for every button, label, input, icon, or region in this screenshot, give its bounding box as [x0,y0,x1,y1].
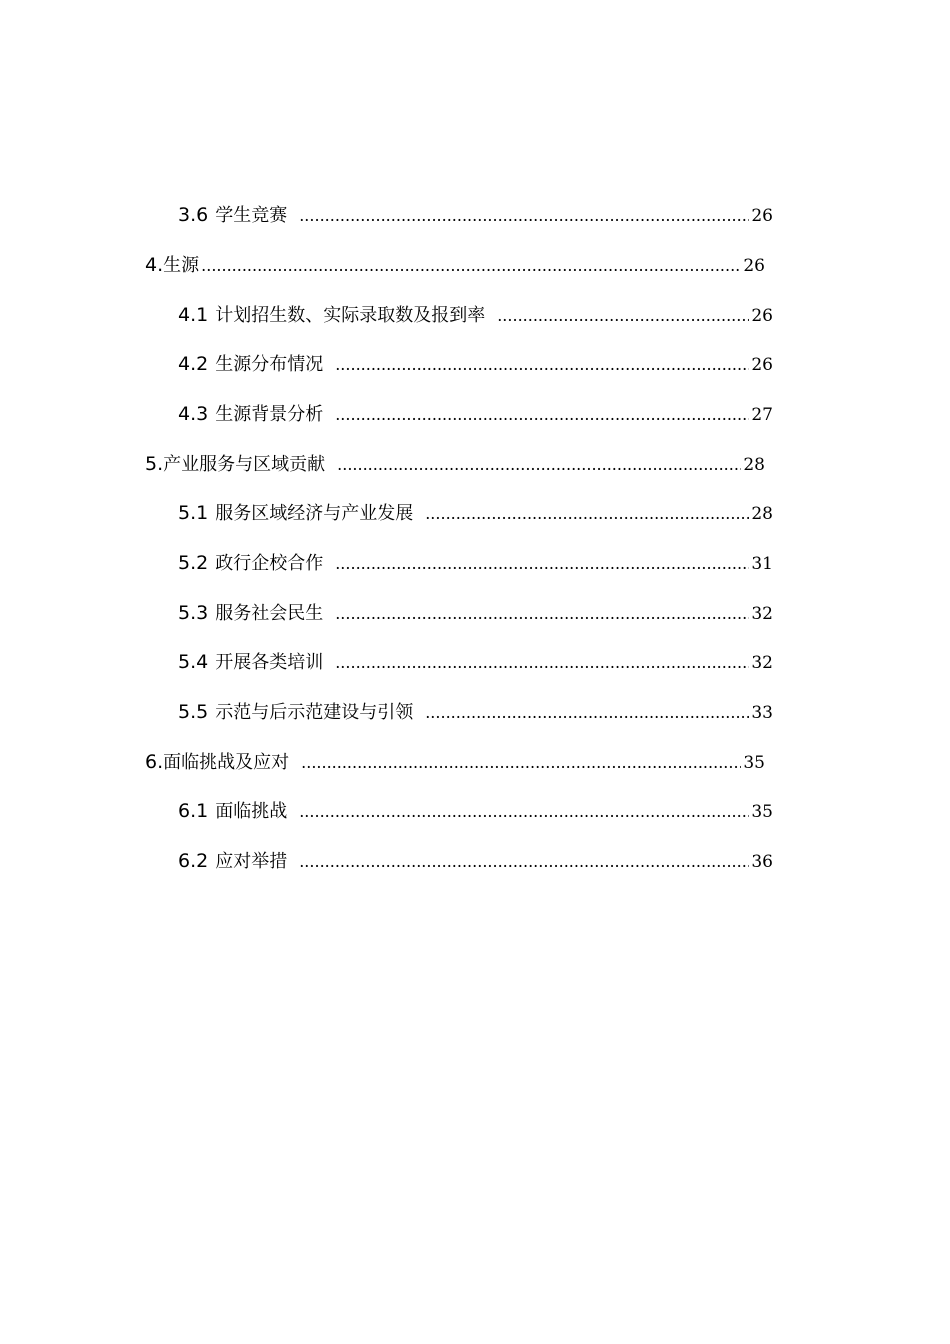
toc-entry-number: 4.2 [178,353,209,375]
toc-dot-leader [299,797,749,827]
toc-entry-number: 6. [145,751,164,773]
toc-dot-leader [335,648,749,678]
toc-entry-4-3[interactable] [178,399,773,429]
toc-entry-number: 5.2 [178,552,209,574]
toc-entry-title: 服务社会民生 [215,603,324,624]
toc-entry-6-1[interactable] [178,796,773,826]
toc-dot-leader [497,301,749,331]
toc-entry-page: 36 [751,852,773,872]
toc-entry-4[interactable] [145,250,765,280]
toc-entry-title: 计划招生数、实际录取数及报到率 [215,305,486,326]
toc-entry-4-1[interactable] [178,300,773,330]
toc-dot-leader [337,450,741,480]
toc-entry-6[interactable] [145,747,765,777]
toc-entry-title: 生源 [163,255,200,276]
toc-entry-page: 32 [751,604,773,624]
toc-entry-5-4[interactable] [178,647,773,677]
toc-entry-number: 4.1 [178,304,209,326]
toc-entry-title: 服务区域经济与产业发展 [215,503,414,524]
toc-dot-leader [335,400,749,430]
toc-dot-leader [335,549,749,579]
toc-entry-4-2[interactable] [178,349,773,379]
toc-entry-6-2[interactable] [178,846,773,876]
toc-entry-number: 5.3 [178,602,209,624]
toc-entry-title: 开展各类培训 [215,652,324,673]
toc-entry-page: 28 [743,455,765,475]
toc-entry-title: 示范与后示范建设与引领 [215,702,414,723]
toc-dot-leader [425,499,749,529]
toc-entry-title: 面临挑战及应对 [163,752,290,773]
toc-entry-page: 33 [751,703,773,723]
toc-dot-leader [201,251,741,281]
toc-entry-number: 5.1 [178,502,209,524]
toc-entry-page: 32 [751,653,773,673]
toc-entry-5-2[interactable] [178,548,773,578]
toc-entry-5-1[interactable] [178,498,773,528]
toc-entry-5-5[interactable] [178,697,773,727]
toc-entry-page: 35 [751,802,773,822]
toc-entry-page: 27 [751,405,773,425]
toc-entry-title: 生源背景分析 [215,404,324,425]
toc-entry-title: 生源分布情况 [215,354,324,375]
toc-entry-title: 产业服务与区域贡献 [163,454,326,475]
toc-entry-5[interactable] [145,449,765,479]
toc-entry-page: 28 [751,504,773,524]
toc-entry-title: 面临挑战 [215,801,288,822]
toc-entry-page: 26 [751,306,773,326]
toc-entry-title: 政行企校合作 [215,553,324,574]
toc-entry-page: 26 [751,206,773,226]
toc-entry-page: 35 [743,753,765,773]
toc-entry-number: 5.5 [178,701,209,723]
toc-entry-number: 4.3 [178,403,209,425]
toc-entry-5-3[interactable] [178,598,773,628]
toc-entry-page: 31 [751,554,773,574]
toc-entry-number: 4. [145,254,164,276]
toc-entry-page: 26 [743,256,765,276]
toc-entry-title: 应对举措 [215,851,288,872]
toc-dot-leader [299,201,749,231]
toc-entry-3-6[interactable] [178,200,773,230]
toc-entry-number: 6.2 [178,850,209,872]
toc-entry-number: 6.1 [178,800,209,822]
toc-entry-page: 26 [751,355,773,375]
toc-entry-number: 5.4 [178,651,209,673]
toc-entry-number: 3.6 [178,204,209,226]
toc-entry-title: 学生竞赛 [215,205,288,226]
toc-dot-leader [335,350,749,380]
toc-dot-leader [335,599,749,629]
toc-dot-leader [301,748,741,778]
toc-entry-number: 5. [145,453,164,475]
toc-dot-leader [425,698,749,728]
toc-dot-leader [299,847,749,877]
